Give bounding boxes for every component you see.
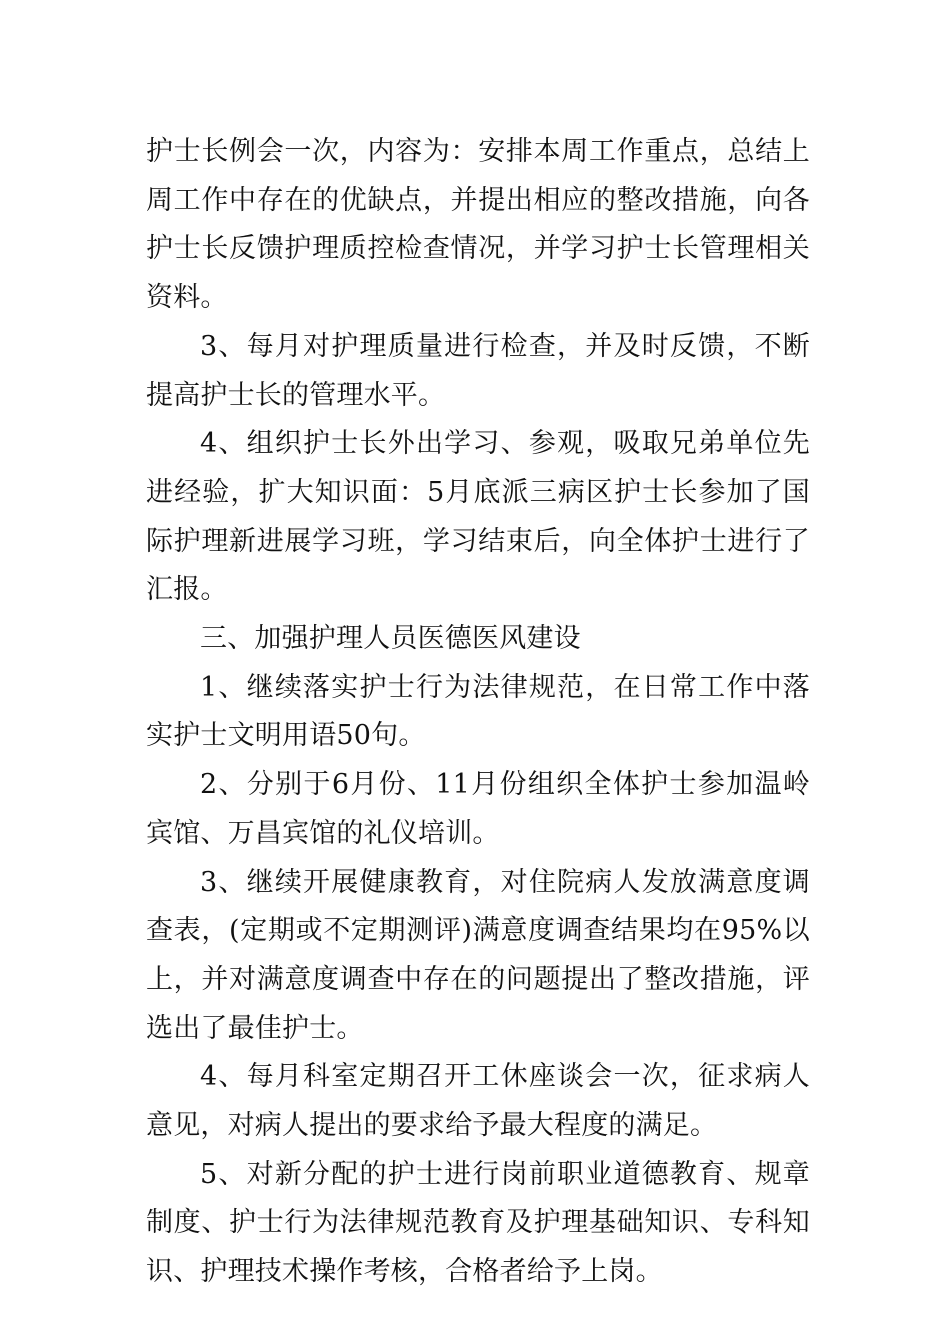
paragraph-7: 3、继续开展健康教育，对住院病人发放满意度调查表，(定期或不定期测评)满意度调查结果均在95%以上，并对满意度调查中存在的问题提出了整改措施，评选出了最佳护士。	[146, 866, 810, 1044]
paragraph-6: 2、分别于6月份、11月份组织全体护士参加温岭宾馆、万昌宾馆的礼仪培训。	[146, 769, 810, 849]
paragraph-3: 4、组织护士长外出学习、参观，吸取兄弟单位先进经验，扩大知识面：5月底派三病区护士长参加了国际护理新进展学习班，学习结束后，向全体护士进行了汇报。	[146, 428, 810, 606]
paragraph-5: 1、继续落实护士行为法律规范，在日常工作中落实护士文明用语50句。	[146, 671, 810, 752]
paragraph-8: 4、每月科室定期召开工休座谈会一次，征求病人意见，对病人提出的要求给予最大程度的满足。	[146, 1061, 810, 1142]
paragraph-2: 3、每月对护理质量进行检查，并及时反馈，不断提高护士长的管理水平。	[146, 330, 810, 411]
section-heading: 三、加强护理人员医德医风建设	[200, 623, 581, 655]
document-body	[146, 128, 810, 1297]
paragraph-1: 护士长例会一次，内容为：安排本周工作重点，总结上周工作中存在的优缺点，并提出相应的整改措施，向各护士长反馈护理质控检查情况，并学习护士长管理相关资料。	[146, 136, 810, 314]
paragraph-9: 5、对新分配的护士进行岗前职业道德教育、规章制度、护士行为法律规范教育及护理基础知识、专科知识、护理技术操作考核，合格者给予上岗。	[146, 1158, 810, 1288]
